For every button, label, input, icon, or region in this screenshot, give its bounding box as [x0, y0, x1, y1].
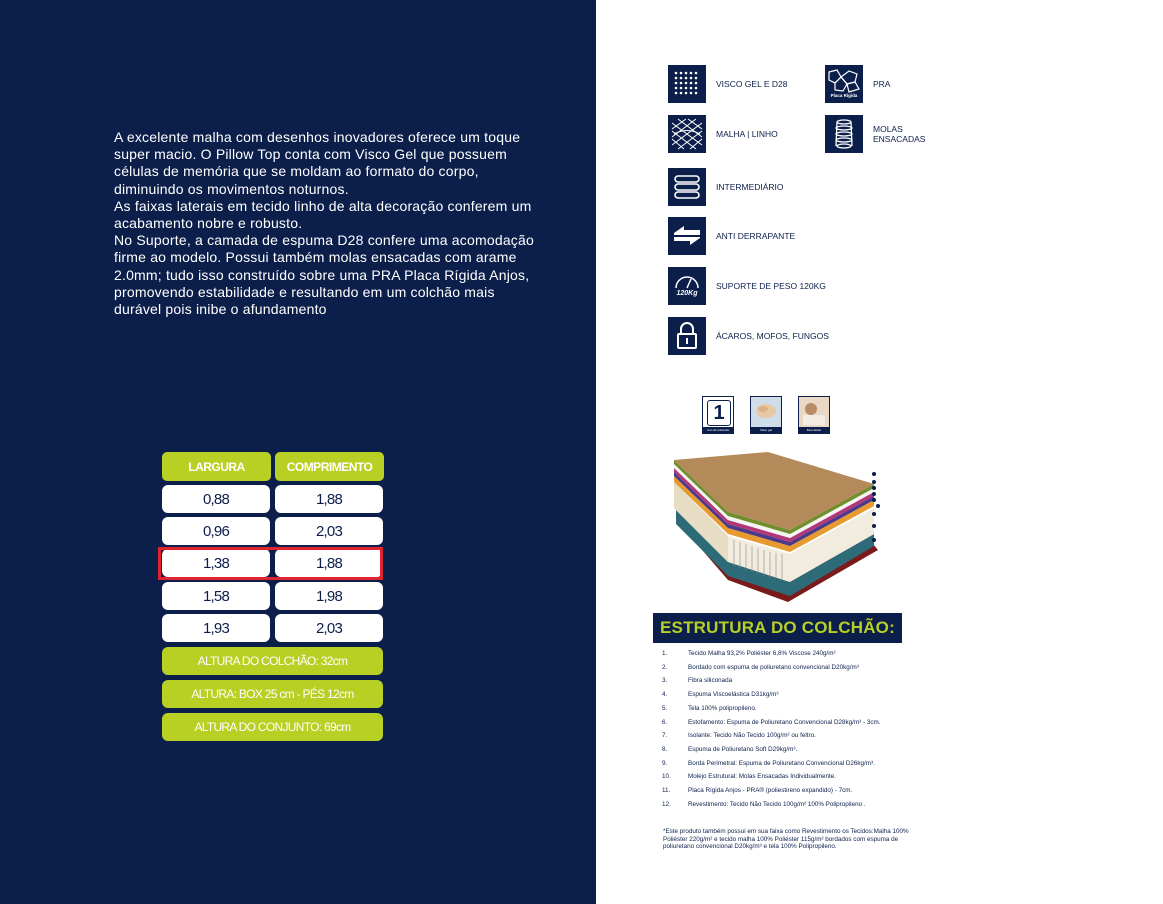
feature-label: MOLAS ENSACADAS	[873, 124, 926, 144]
cell-comprimento: 2,03	[275, 517, 383, 545]
altura-conjunto: ALTURA DO CONJUNTO: 69cm	[162, 713, 383, 741]
cell-largura: 1,38	[162, 549, 270, 577]
item-number: 10.	[662, 773, 671, 781]
altura-box: ALTURA: BOX 25 cm - PÉS 12cm	[162, 680, 383, 708]
feature-acaros	[668, 317, 829, 355]
feature-molas	[825, 115, 933, 153]
mattress-layers-illustration	[668, 450, 890, 602]
feature-suporte-peso	[668, 267, 826, 305]
cell-comprimento: 1,88	[275, 549, 383, 577]
item-number: 9.	[662, 759, 668, 767]
cell-comprimento: 2,03	[275, 614, 383, 642]
arrows-icon	[668, 217, 706, 255]
feature-anti-derrapante	[668, 217, 795, 255]
cell-comprimento: 1,98	[275, 582, 383, 610]
gauge-caption: 120Kg	[676, 289, 698, 297]
layers-icon	[668, 168, 706, 206]
spring-icon	[825, 115, 863, 153]
feature-intermediario	[668, 168, 784, 206]
item-number: 6.	[662, 718, 668, 726]
cell-largura: 1,58	[162, 582, 270, 610]
item-number: 5.	[662, 704, 668, 712]
item-text: Placa Rígida Anjos - PRA® (poliestireno expandido) - 7cm.	[688, 787, 853, 794]
item-text: Fibra siliconada	[688, 677, 733, 685]
feature-label: SUPORTE DE PESO 120KG	[716, 281, 826, 291]
feature-label: ÁCAROS, MOFOS, FUNGOS	[716, 331, 829, 341]
header-comprimento: COMPRIMENTO	[275, 452, 384, 481]
cell-largura: 1,93	[162, 614, 270, 642]
item-text: Molejo Estrutural: Molas Ensacadas Individualmente.	[688, 773, 837, 781]
structure-title: ESTRUTURA DO COLCHÃO:	[653, 613, 902, 643]
item-text: Bordado com espuma de poliuretano convencional D20kg/m³	[688, 663, 859, 671]
warranty-caption: Ano de Garantia	[703, 427, 733, 433]
structure-note: *Este produto também possui em sua faixa como Revestimento os Tecidos:Malha 100% Poliéster 220g/m² e tecido malha 100% Poliéster 115g/m² bordados com espuma de poliuretano convencional D20kg/m³ e tela 100% Polipropileno.	[663, 828, 909, 851]
feature-label: VISCO GEL E D28	[716, 79, 788, 89]
item-number: 7.	[662, 732, 668, 740]
visco-gel-badge	[750, 396, 782, 434]
item-number: 2.	[662, 663, 668, 671]
row-highlight	[158, 547, 383, 580]
item-number: 11.	[662, 787, 671, 794]
item-text: Isolante: Tecido Não Tecido 100g/m² ou feltro.	[688, 732, 816, 740]
item-number: 1.	[662, 650, 668, 657]
item-text: Borda Perimetral: Espuma de Poliuretano Convencional D26kg/m³.	[688, 759, 875, 767]
header-largura: LARGURA	[162, 452, 271, 481]
warranty-number: 1	[707, 400, 731, 426]
lock-icon	[668, 317, 706, 355]
feature-label: ANTI DERRAPANTE	[716, 231, 796, 241]
item-text: Estofamento: Espuma de Poliuretano Convencional D28kg/m³ - 3cm.	[688, 718, 881, 726]
bem-estar-caption: Bem-Estar	[799, 427, 829, 433]
dots-grid-icon	[668, 65, 706, 103]
placa-rigida-icon	[825, 65, 863, 103]
item-text: Espuma Viscoelástica D31kg/m³	[688, 691, 779, 699]
bem-estar-badge	[798, 396, 830, 434]
item-text: Espuma de Poliuretano Soft D29kg/m³.	[688, 745, 798, 753]
item-number: 4.	[662, 691, 668, 699]
feature-pra	[825, 65, 890, 103]
cell-largura: 0,88	[162, 485, 270, 513]
placa-rigida-caption: Placa Rígida	[830, 93, 858, 98]
visco-gel-caption: Visco gel	[751, 427, 781, 433]
feature-visco-gel	[668, 65, 788, 103]
cell-comprimento: 1,88	[275, 485, 383, 513]
gauge-icon	[668, 267, 706, 305]
item-number: 3.	[662, 677, 668, 685]
feature-label: MALHA | LINHO	[716, 129, 778, 139]
mesh-icon	[668, 115, 706, 153]
item-text: Tecido Malha 93,2% Poliéster 6,8% Viscose 240g/m²	[688, 650, 836, 657]
product-description: A excelente malha com desenhos inovadores oferece um toque super macio. O Pillow Top conta com Visco Gel que possuem células de memória que se moldam ao formato do corpo, diminuindo os movimentos noturnos. As faixas laterais em tecido linho de alta decoração conferem um acabamento nobre e robusto. No Suporte, a camada de espuma D28 confere uma acomodação firme ao modelo. Possui também molas ensacadas com arame 2.0mm; tudo isso construído sobre uma PRA Placa Rígida Anjos, promovendo estabilidade e resultando em um colchão mais durável pois inibe o afundamento	[114, 129, 534, 318]
item-text: Tela 100% polipropileno.	[688, 704, 757, 712]
warranty-badge	[702, 396, 734, 434]
item-text: Revestimento: Tecido Não Tecido 100g/m² 100% Polipropileno .	[688, 800, 866, 808]
person-icon	[799, 397, 829, 427]
feature-malha-linho	[668, 115, 778, 153]
feature-label: PRA	[873, 79, 891, 89]
item-number: 8.	[662, 745, 668, 753]
feature-label: INTERMEDIÁRIO	[716, 182, 784, 192]
cell-largura: 0,96	[162, 517, 270, 545]
item-number: 12.	[662, 800, 671, 808]
altura-colchao: ALTURA DO COLCHÃO: 32cm	[162, 647, 383, 675]
hand-icon	[751, 397, 781, 427]
